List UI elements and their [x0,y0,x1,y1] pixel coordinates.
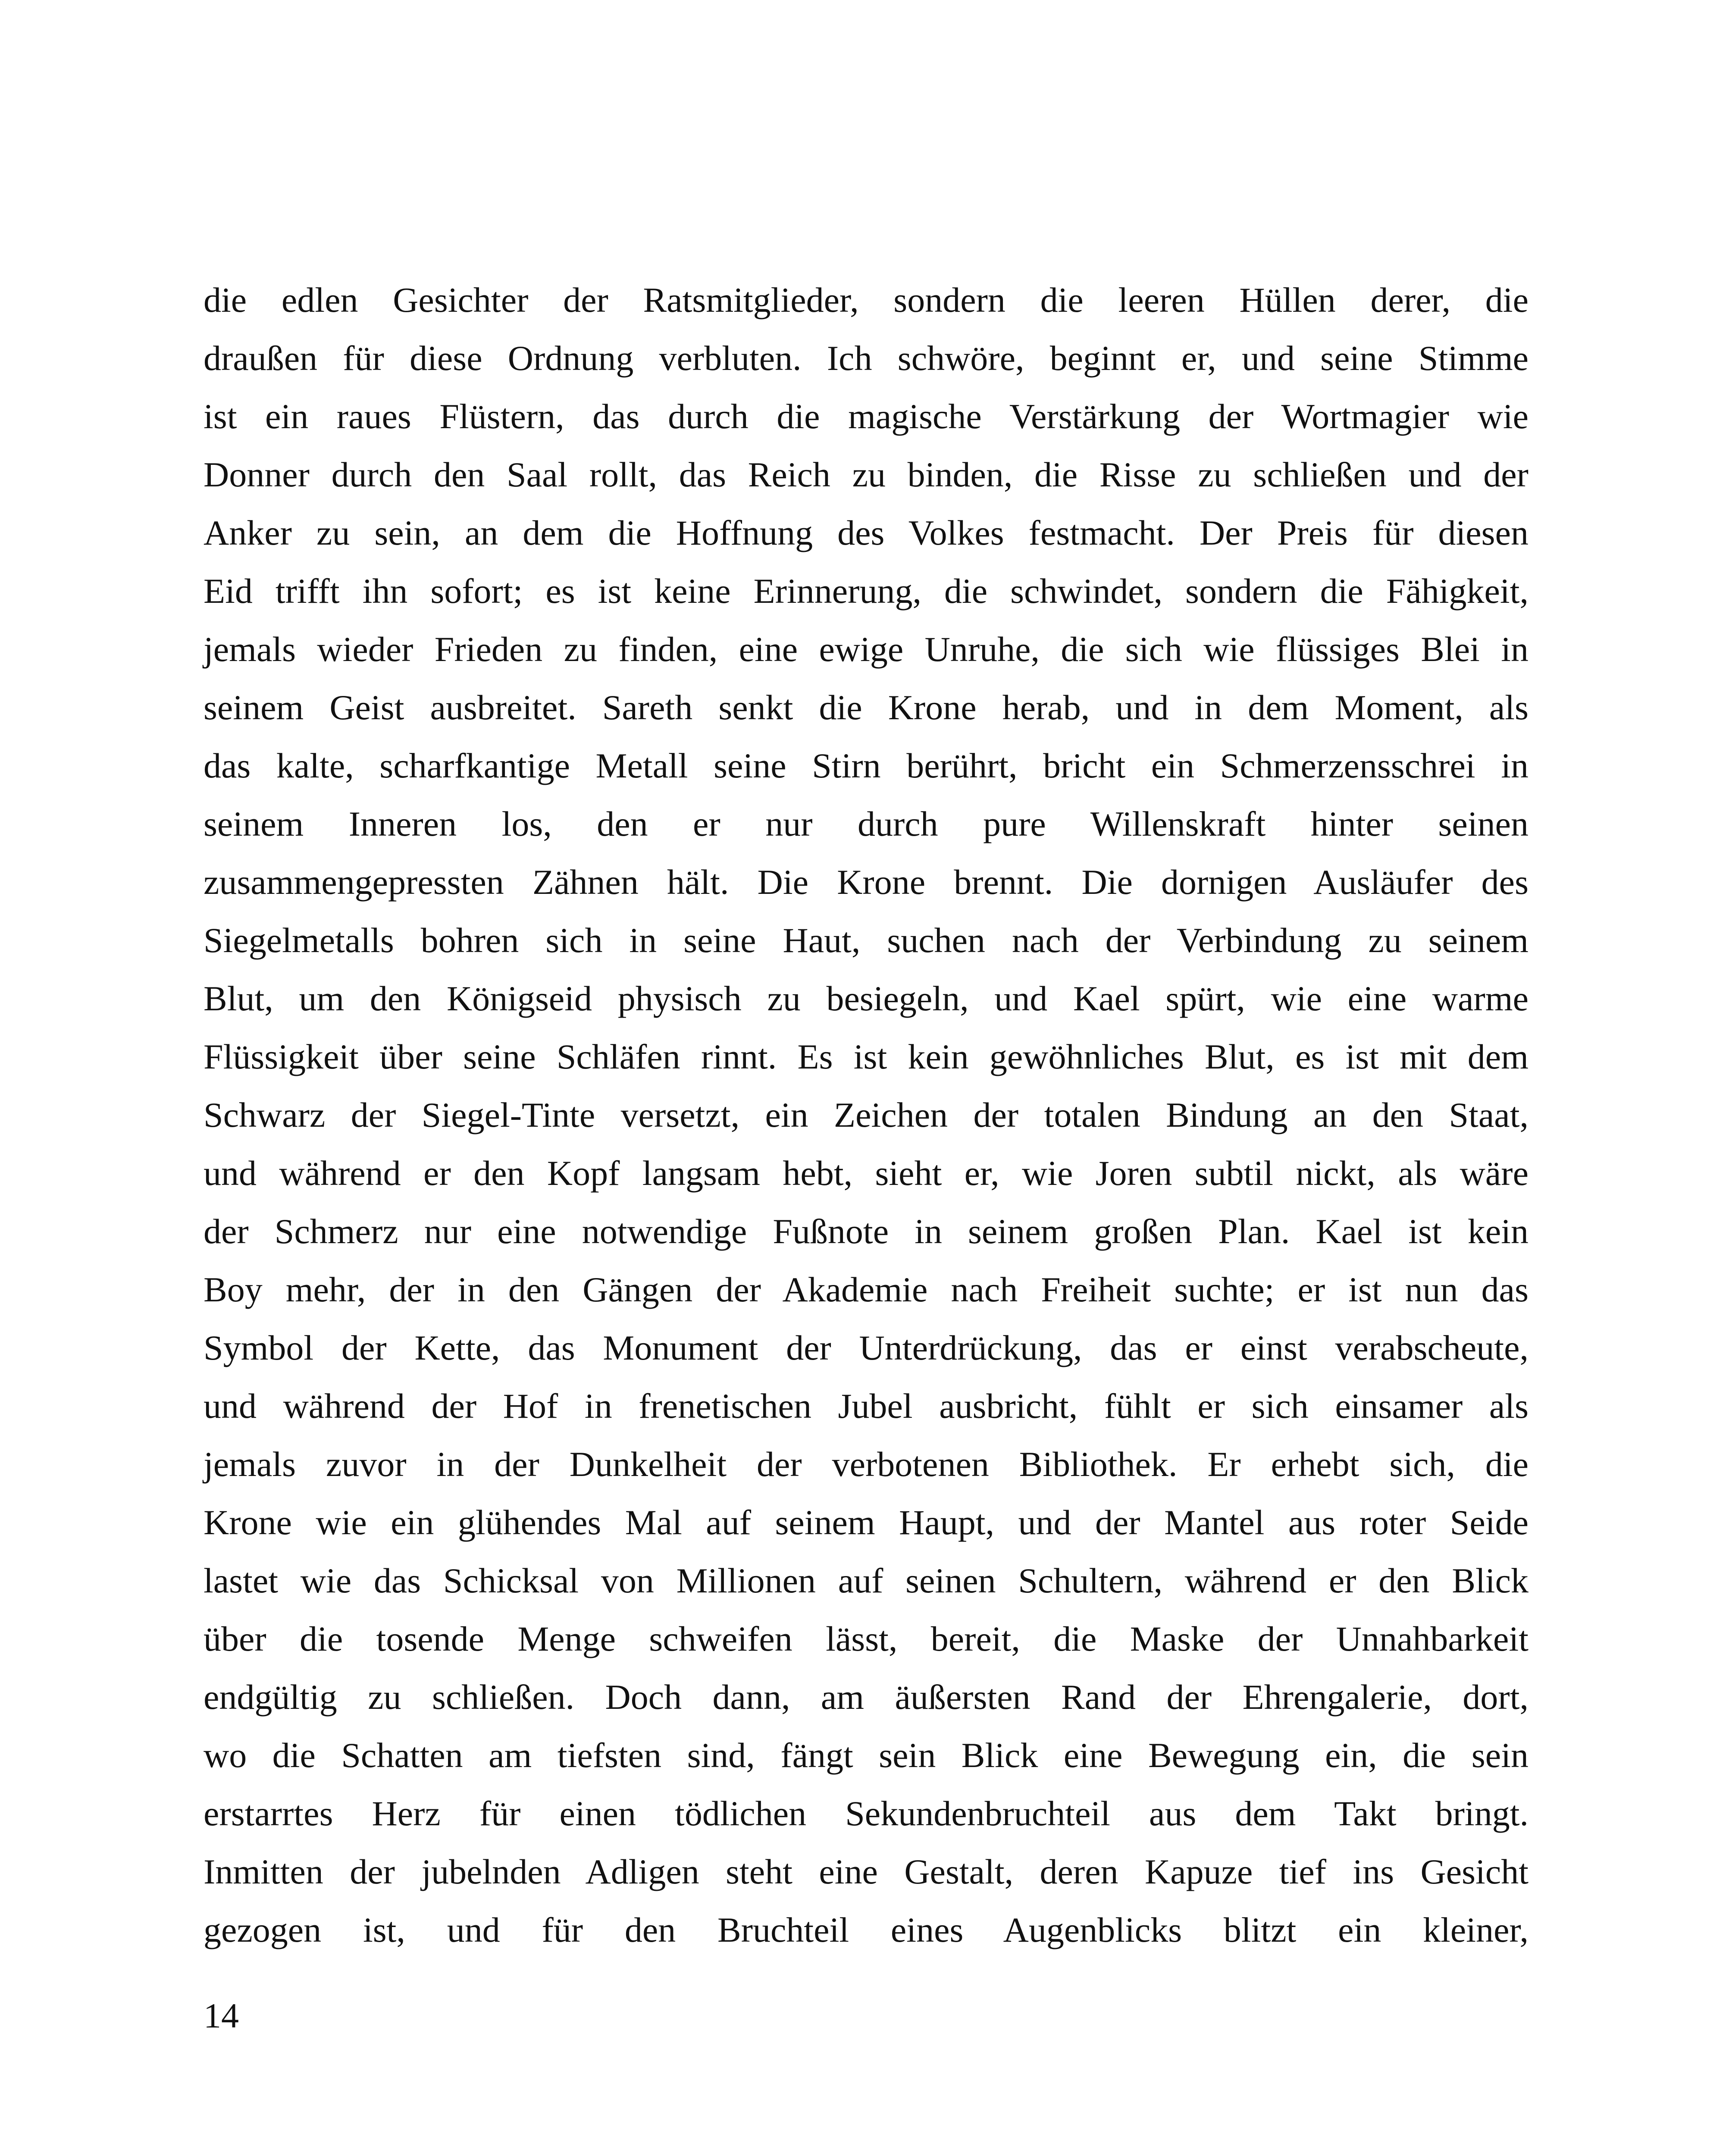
text-line: Boy mehr, der in den Gängen der Akademie nach Freiheit suchte; er ist nun das [204,1270,1528,1309]
text-line: Siegelmetalls bohren sich in seine Haut, suchen nach der Verbindung zu seinem [204,921,1528,960]
text-line: das kalte, scharfkantige Metall seine Stirn berührt, bricht ein Schmerzensschrei in [204,746,1528,785]
text-line: erstarrtes Herz für einen tödlichen Sekundenbruchteil aus dem Takt bringt. [204,1794,1528,1833]
text-line: Eid trifft ihn sofort; es ist keine Erinnerung, die schwindet, sondern die Fähigkeit, [204,571,1528,611]
text-line: jemals wieder Frieden zu finden, eine ewige Unruhe, die sich wie flüssiges Blei in [204,630,1528,669]
text-line: zusammengepressten Zähnen hält. Die Krone brennt. Die dornigen Ausläufer des [204,862,1528,902]
body-text [204,271,1528,1959]
text-line: Schwarz der Siegel-Tinte versetzt, ein Zeichen der totalen Bindung an den Staat, [204,1095,1528,1134]
text-line: Krone wie ein glühendes Mal auf seinem Haupt, und der Mantel aus roter Seide [204,1503,1528,1542]
text-line: endgültig zu schließen. Doch dann, am äußersten Rand der Ehrengalerie, dort, [204,1677,1528,1717]
text-line: Donner durch den Saal rollt, das Reich zu binden, die Risse zu schließen und der [204,455,1528,494]
text-line: Inmitten der jubelnden Adligen steht eine Gestalt, deren Kapuze tief ins Gesicht [204,1852,1528,1891]
text-line: draußen für diese Ordnung verbluten. Ich schwöre, beginnt er, und seine Stimme [204,338,1528,378]
text-line: jemals zuvor in der Dunkelheit der verbotenen Bibliothek. Er erhebt sich, die [204,1445,1528,1484]
text-line: der Schmerz nur eine notwendige Fußnote in seinem großen Plan. Kael ist kein [204,1212,1528,1251]
text-line: Symbol der Kette, das Monument der Unterdrückung, das er einst verabscheute, [204,1328,1528,1367]
text-line: Blut, um den Königseid physisch zu besiegeln, und Kael spürt, wie eine warme [204,979,1528,1018]
text-line: Flüssigkeit über seine Schläfen rinnt. Es ist kein gewöhnliches Blut, es ist mit dem [204,1037,1528,1076]
text-line: seinem Geist ausbreitet. Sareth senkt die Krone herab, und in dem Moment, als [204,688,1528,727]
page-number: 14 [204,1996,239,2035]
text-line: seinem Inneren los, den er nur durch pure Willenskraft hinter seinen [204,804,1528,843]
text-line: wo die Schatten am tiefsten sind, fängt sein Blick eine Bewegung ein, die sein [204,1736,1528,1775]
text-line: gezogen ist, und für den Bruchteil eines Augenblicks blitzt ein kleiner, [204,1910,1528,1949]
text-line: und während der Hof in frenetischen Jubel ausbricht, fühlt er sich einsamer als [204,1386,1528,1426]
text-line: die edlen Gesichter der Ratsmitglieder, sondern die leeren Hüllen derer, die [204,280,1528,320]
text-line: lastet wie das Schicksal von Millionen auf seinen Schultern, während er den Blick [204,1561,1528,1600]
text-line: ist ein raues Flüstern, das durch die magische Verstärkung der Wortmagier wie [204,397,1528,436]
text-line: über die tosende Menge schweifen lässt, bereit, die Maske der Unnahbarkeit [204,1619,1528,1658]
text-line: und während er den Kopf langsam hebt, sieht er, wie Joren subtil nickt, als wäre [204,1153,1528,1193]
text-line: Anker zu sein, an dem die Hoffnung des Volkes festmacht. Der Preis für diesen [204,513,1528,552]
